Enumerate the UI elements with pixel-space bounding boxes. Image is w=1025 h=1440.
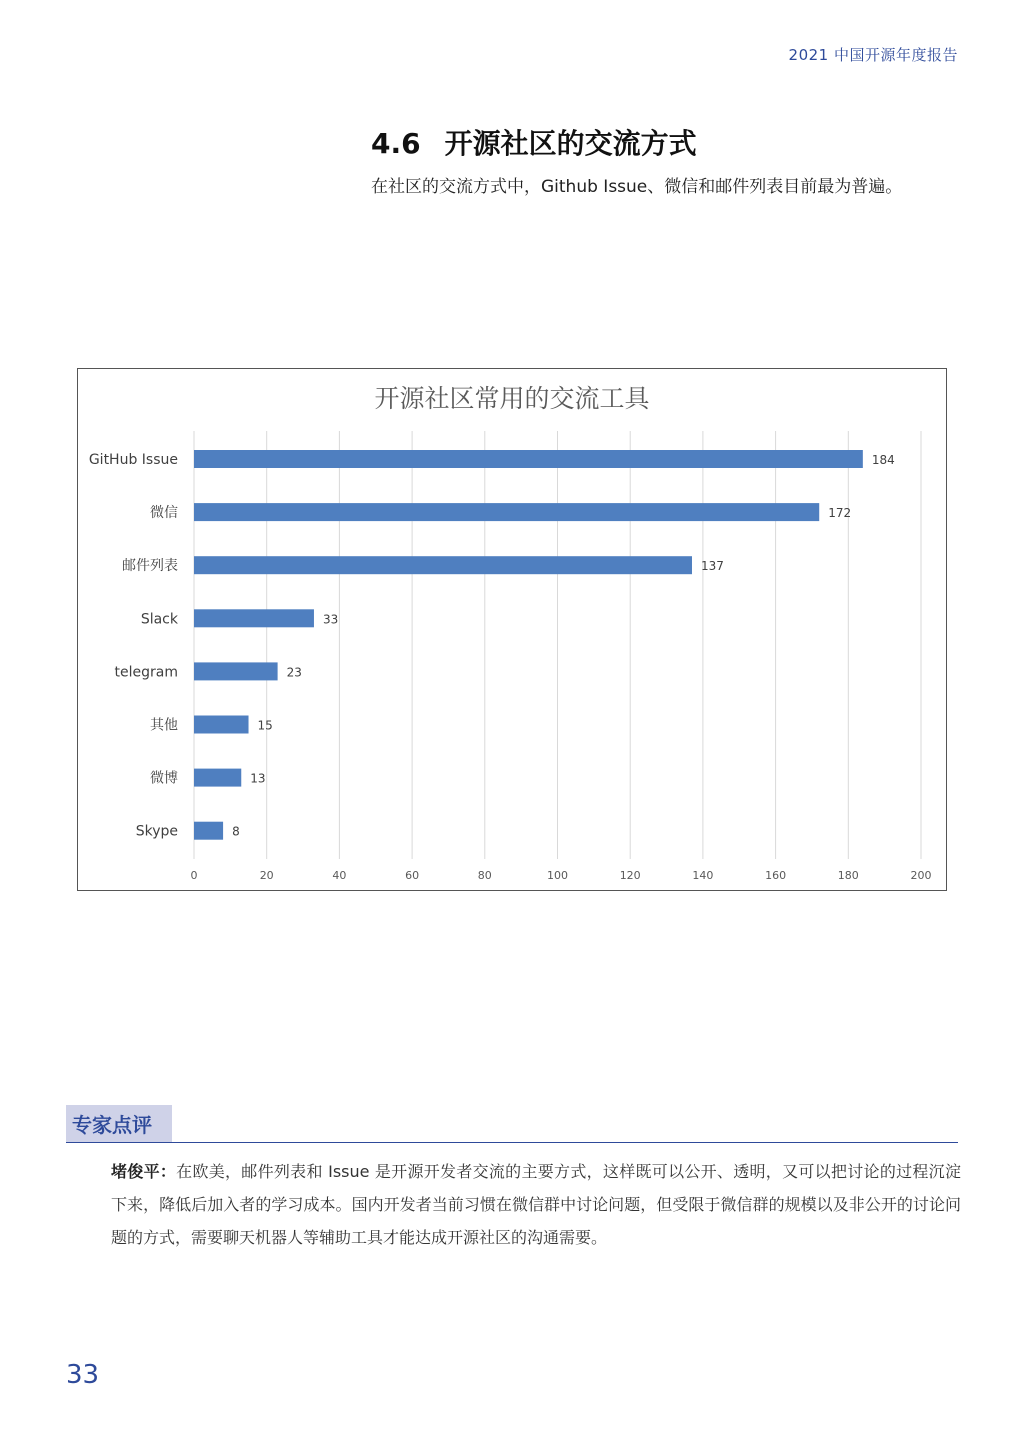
category-label: telegram (114, 664, 178, 681)
x-tick-label: 120 (619, 869, 641, 882)
page-number: 33 (66, 1360, 100, 1390)
bar (194, 769, 241, 787)
x-tick-label: 180 (837, 869, 859, 882)
category-label: Slack (140, 611, 178, 628)
running-header: 2021 中国开源年度报告 (788, 46, 958, 64)
x-tick-label: 40 (332, 869, 347, 882)
bar (194, 716, 249, 734)
x-tick-label: 60 (405, 869, 420, 882)
chart-tick-labels (191, 869, 932, 882)
bar-chart (78, 369, 946, 890)
expert-comment (111, 1155, 961, 1254)
bar (194, 662, 278, 680)
data-label: 184 (871, 453, 895, 467)
category-label: 其他 (150, 717, 178, 734)
chart-title: 开源社区常用的交流工具 (374, 384, 650, 413)
x-tick-label: 140 (692, 869, 714, 882)
expert-comment-body: 在欧美，邮件列表和 Issue 是开源开发者交流的主要方式，这样既可以公开、透明，又可以把讨论的过程沉淀下来，降低后加入者的学习成本。国内开发者当前习惯在微信群中讨论问题，但受限于微信群的规模以及非公开的讨论问题的方式，需要聊天机器人等辅助工具才能达成开源社区的沟通需要。 (111, 1162, 961, 1247)
bar (194, 450, 863, 468)
chart-bars (194, 450, 863, 840)
category-label: 邮件列表 (122, 558, 178, 575)
data-label: 172 (828, 506, 852, 521)
data-label: 137 (700, 559, 724, 574)
bar (194, 503, 819, 521)
section-description: 在社区的交流方式中，Github Issue、微信和邮件列表目前最为普遍。 (371, 177, 903, 197)
chart-category-labels (89, 452, 179, 840)
expert-author: 堵俊平： (111, 1162, 177, 1181)
chart-container (77, 368, 947, 891)
section-number: 4.6 (371, 127, 421, 160)
category-label: GitHub Issue (88, 452, 178, 468)
x-tick-label: 160 (765, 869, 787, 882)
data-label: 15 (257, 718, 273, 733)
bar (194, 822, 223, 840)
section-title (371, 122, 697, 162)
category-label: 微信 (150, 505, 178, 522)
x-tick-label: 200 (910, 869, 932, 882)
x-tick-label: 20 (259, 869, 274, 882)
category-label: Skype (135, 823, 178, 840)
expert-divider (66, 1142, 958, 1143)
x-tick-label: 80 (477, 869, 492, 882)
data-label: 8 (232, 824, 240, 839)
data-label: 23 (286, 665, 302, 680)
x-tick-label: 100 (547, 869, 568, 882)
bar (194, 556, 692, 574)
data-label: 33 (322, 612, 339, 627)
x-tick-label: 0 (190, 869, 198, 882)
chart-gridlines (194, 431, 921, 859)
bar (194, 609, 314, 627)
expert-review-tag: 专家点评 (66, 1105, 172, 1143)
section-heading: 开源社区的交流方式 (444, 127, 697, 160)
data-label: 13 (250, 771, 266, 786)
category-label: 微博 (150, 770, 178, 787)
